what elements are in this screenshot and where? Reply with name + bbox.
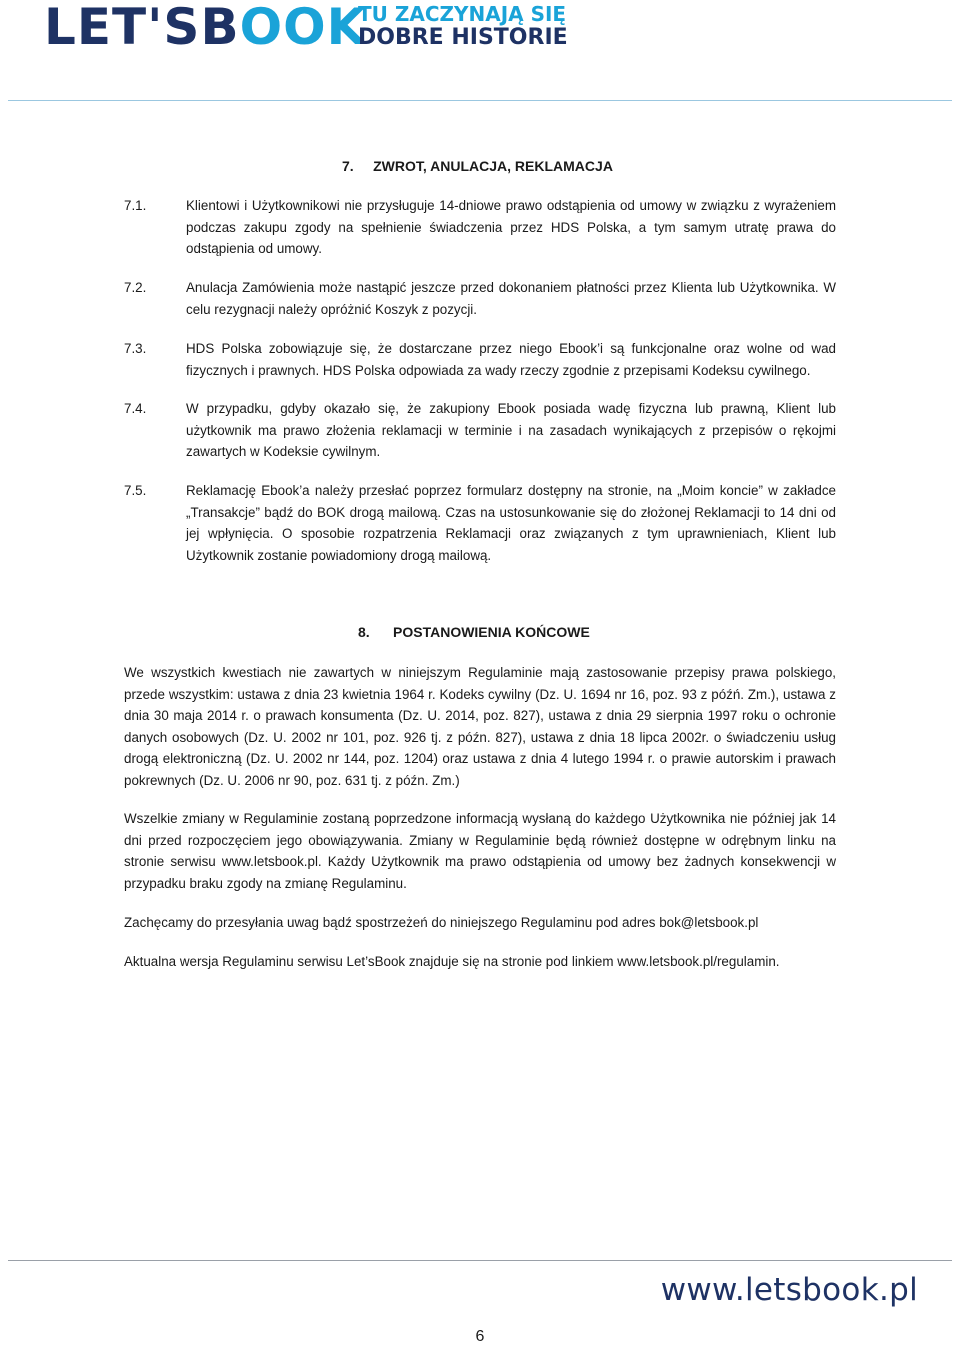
logo-k: K: [326, 0, 367, 56]
clause-text: Klientowi i Użytkownikowi nie przysługuje 14-dniowe prawo odstąpienia od umowy w związku z wyrażeniem podczas zakupu zgody na spełnienie świadczenia przez HDS Polska, a tym samym utratę prawa do odstąpienia od umowy.: [186, 198, 836, 256]
clause-7-2: [124, 277, 836, 320]
tagline-line2: DOBRE HISTORIE: [358, 25, 568, 50]
clause-text: Anulacja Zamówienia może nastąpić jeszcze przed dokonaniem płatności przez Klienta lub Użytkownika. W celu rezygnacji należy opróżnić Koszyk z pozycji.: [186, 280, 836, 317]
final-paragraph-4: Aktualna wersja Regulaminu serwisu Let’sBook znajduje się na stronie pod linkiem www.letsbook.pl/regulamin.: [124, 954, 780, 969]
clause-number: 7.3.: [124, 341, 147, 356]
header-divider: [8, 100, 952, 101]
logo-b: B: [200, 0, 240, 56]
logo-oo: OO: [239, 0, 327, 56]
clause-text: W przypadku, gdyby okazało się, że zakupiony Ebook posiada wadę fizyczna lub prawną, Klient lub użytkownik ma prawo złożenia reklamacji w terminie i na zasadach wynikających z przepisów o rękojmi zawartych w Kodeksie cywilnym.: [186, 401, 836, 459]
clause-7-3: [124, 338, 836, 381]
clause-text: Reklamację Ebook’a należy przesłać poprzez formularz dostępny na stronie, na „Moim koncie” w zakładce „Transakcje” bądź do BOK drogą mailową. Czas na ustosunkowanie się do złożonej Reklamacji to 14 dni od jej wpłynięcia. O sposobie rozpatrzenia Reklamacji oraz związanych z tym uprawnieniach, Klient lub Użytkownik zostanie powiadomiony drogą mailową.: [186, 483, 836, 563]
logo-lets: LET'S: [44, 0, 201, 56]
clause-7-5: [124, 480, 836, 566]
clause-number: 7.1.: [124, 198, 147, 213]
letsbook-logo: [44, 0, 366, 54]
final-paragraph-2: Wszelkie zmiany w Regulaminie zostaną poprzedzone informacją wysłaną do każdego Użytkownika nie później jak 14 dni przed rozpoczęciem jego obowiązywania. Zmiany w Regulaminie będą również dostępne w odrębnym linku na stronie serwisu www.letsbook.pl. Każdy Użytkownik ma prawo odstąpienia od umowy bez żadnych konsekwencji w przypadku braku zgody na zmianę Regulaminu.: [124, 811, 836, 891]
page-number: 6: [475, 1328, 485, 1345]
final-paragraph-3: Zachęcamy do przesyłania uwag bądź spostrzeżeń do niniejszego Regulaminu pod adres bok@letsbook.pl: [124, 915, 759, 930]
clause-7-1: [124, 195, 836, 260]
clause-number: 7.2.: [124, 280, 147, 295]
clause-number: 7.5.: [124, 483, 147, 498]
footer-website-url[interactable]: www.letsbook.pl: [660, 1272, 918, 1308]
section-8-title: 8. POSTANOWIENIA KOŃCOWE: [358, 624, 590, 640]
footer-divider: [8, 1260, 952, 1261]
tagline-line1: TU ZACZYNAJĄ SIĘ: [358, 2, 567, 26]
final-paragraph-1: We wszystkich kwestiach nie zawartych w niniejszym Regulaminie mają zastosowanie przepisy prawa polskiego, przede wszystkim: ustawa z dnia 23 kwietnia 1964 r. Kodeks cywilny (Dz. U. 1694 nr 16, poz. 93 z późń. Zm.), ustawa z dnia 30 maja 2014 r. o prawach konsumenta (Dz. U. 2014, poz. 827), ustawa z dnia 29 sierpnia 1997 roku o ochronie danych osobowych (Dz. U. 2002 nr 101, poz. 926 tj. z późn. 827), ustawa z dnia 18 lipca 2002r. o świadczeniu usług drogą elektroniczną (Dz. U. 2002 nr 144, poz. 1204) oraz ustawa z dnia 4 lutego 1994 r. o prawie autorskim i prawach pokrewnych (Dz. U. 2006 nr 90, poz. 631 tj. z późn. Zm.): [124, 665, 836, 788]
logo-tagline: [358, 2, 568, 50]
section-7-title: 7. ZWROT, ANULACJA, REKLAMACJA: [342, 158, 613, 174]
clause-7-4: [124, 398, 836, 463]
page-header: [0, 0, 960, 104]
clause-text: HDS Polska zobowiązuje się, że dostarczane przez niego Ebook’i są funkcjonalne oraz wolne od wad fizycznych i prawnych. HDS Polska odpowiada za wady rzeczy zgodnie z przepisami Kodeksu cywilnego.: [186, 341, 836, 378]
clause-number: 7.4.: [124, 401, 147, 416]
